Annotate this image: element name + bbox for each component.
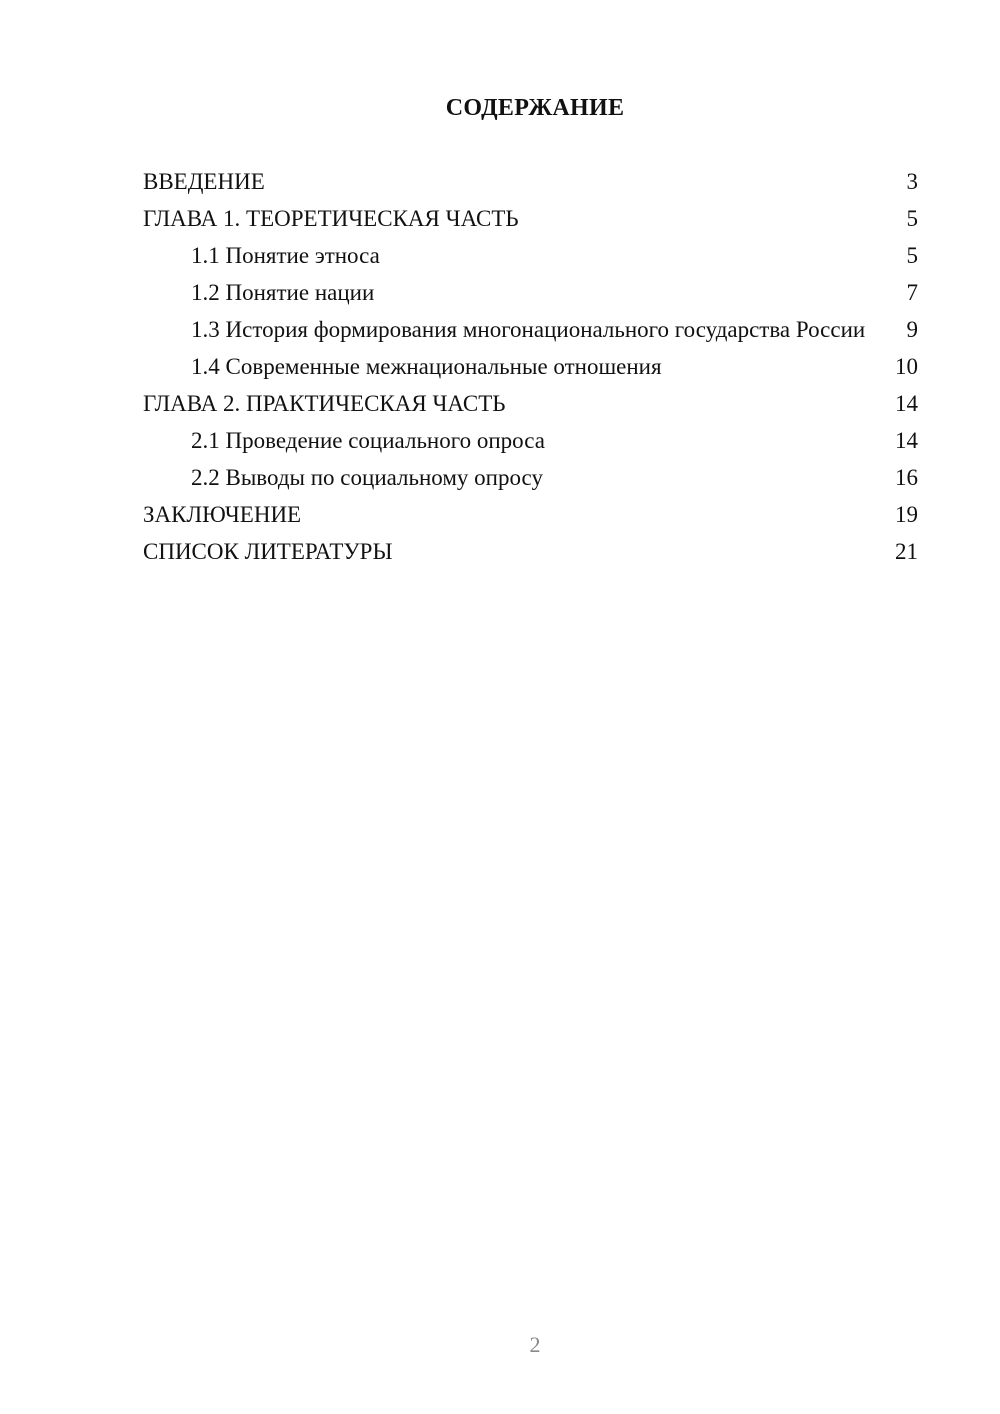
toc-entry-label: 1.4 Современные межнациональные отношения	[191, 354, 662, 379]
toc-entry-page-number: 5	[906, 206, 918, 231]
toc-entry-label: ЗАКЛЮЧЕНИЕ	[143, 502, 302, 527]
toc-entry-section-2-1[interactable]	[143, 427, 918, 455]
toc-entry-conclusion[interactable]	[143, 501, 918, 529]
toc-entry-label: 1.1 Понятие этноса	[191, 243, 380, 268]
footer-page-number: 2	[529, 1332, 541, 1357]
toc-entry-section-1-4[interactable]	[143, 353, 918, 381]
toc-entry-page-number: 5	[906, 243, 918, 268]
toc-entry-label: СПИСОК ЛИТЕРАТУРЫ	[143, 539, 393, 564]
toc-entry-chapter-1[interactable]	[143, 205, 918, 233]
toc-entry-introduction[interactable]	[143, 168, 918, 196]
toc-entry-section-1-3[interactable]	[143, 316, 918, 344]
toc-entry-label: 2.2 Выводы по социальному опросу	[191, 465, 543, 490]
page-title: СОДЕРЖАНИЕ	[445, 95, 625, 121]
toc-entry-bibliography[interactable]	[143, 538, 918, 566]
toc-entry-label: ВВЕДЕНИЕ	[143, 169, 265, 194]
toc-entry-section-1-1[interactable]	[143, 242, 918, 270]
toc-entry-page-number: 19	[895, 502, 918, 527]
toc-entry-label: 1.2 Понятие нации	[191, 280, 375, 305]
toc-entry-page-number: 10	[895, 354, 918, 379]
table-of-contents	[143, 168, 918, 575]
toc-entry-page-number: 21	[895, 539, 918, 564]
toc-entry-label: 1.3 История формирования многонационального государства России	[191, 317, 866, 342]
toc-entry-page-number: 9	[906, 317, 918, 342]
toc-entry-section-2-2[interactable]	[143, 464, 918, 492]
toc-entry-page-number: 14	[895, 391, 918, 416]
toc-entry-page-number: 16	[895, 465, 918, 490]
toc-entry-page-number: 3	[906, 169, 918, 194]
toc-entry-label: 2.1 Проведение социального опроса	[191, 428, 545, 453]
toc-entry-chapter-2[interactable]	[143, 390, 918, 418]
toc-entry-label: ГЛАВА 2. ПРАКТИЧЕСКАЯ ЧАСТЬ	[143, 391, 506, 416]
toc-entry-section-1-2[interactable]	[143, 279, 918, 307]
toc-entry-page-number: 7	[906, 280, 918, 305]
toc-entry-page-number: 14	[895, 428, 918, 453]
toc-entry-label: ГЛАВА 1. ТЕОРЕТИЧЕСКАЯ ЧАСТЬ	[143, 206, 519, 231]
